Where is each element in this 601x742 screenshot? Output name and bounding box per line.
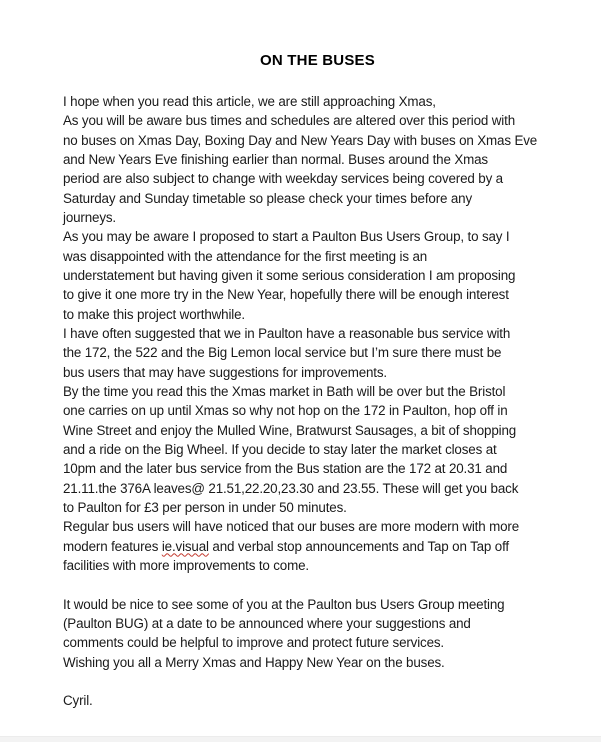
text-line: the 172, the 522 and the Big Lemon local service but I’m sure there must be xyxy=(63,345,502,361)
document-body xyxy=(63,92,572,711)
text-line: and New Years Eve finishing earlier than normal. Buses around the Xmas xyxy=(63,151,488,167)
text-line: to Paulton for £3 per person in under 50 minutes. xyxy=(63,499,347,515)
text-line: and a ride on the Big Wheel. If you decide to stay later the market closes at xyxy=(63,441,497,457)
text-line: Wine Street and enjoy the Mulled Wine, Bratwurst Sausages, a bit of shopping xyxy=(63,422,517,438)
text-line: As you will be aware bus times and schedules are altered over this period with xyxy=(63,113,516,129)
text-line: By the time you read this the Xmas market in Bath will be over but the Bristol xyxy=(63,383,506,399)
document-title: ON THE BUSES xyxy=(260,52,375,69)
text-line: journeys. xyxy=(63,209,116,225)
text-line: period are also subject to change with weekday services being covered by a xyxy=(63,171,503,187)
text-line: 21.11.the 376A leaves@ 21.51,22.20,23.30 and 23.55. These will get you back xyxy=(63,480,519,496)
text-line: As you may be aware I proposed to start a Paulton Bus Users Group, to say I xyxy=(63,229,510,245)
text-line: 10pm and the later bus service from the Bus station are the 172 at 20.31 and xyxy=(63,461,508,477)
text-line: Cyril. xyxy=(63,693,93,709)
spellcheck-flagged-word: ie.visual xyxy=(161,538,209,554)
text-line: Wishing you all a Merry Xmas and Happy New Year on the buses. xyxy=(63,654,445,670)
text-line: comments could be helpful to improve and protect future services. xyxy=(63,635,445,651)
text-line: understatement but having given it some serious consideration I am proposing xyxy=(63,267,516,283)
text-line: was disappointed with the attendance for the first meeting is an xyxy=(63,248,428,264)
text-line: Regular bus users will have noticed that our buses are more modern with more xyxy=(63,519,520,535)
text-segment: modern features xyxy=(63,538,162,554)
text-segment: and verbal stop announcements and Tap on Tap off xyxy=(208,538,509,554)
text-line: to make this project worthwhile. xyxy=(63,306,246,322)
text-line: to give it one more try in the New Year, hopefully there will be enough interest xyxy=(63,287,509,303)
text-line xyxy=(63,537,572,556)
bottom-edge-strip xyxy=(0,736,601,742)
text-line: bus users that may have suggestions for improvements. xyxy=(63,364,387,380)
text-line xyxy=(63,672,572,691)
text-line: It would be nice to see some of you at the Paulton bus Users Group meeting xyxy=(63,596,505,612)
text-line: Saturday and Sunday timetable so please check your times before any xyxy=(63,190,473,206)
text-line: one carries on up until Xmas so why not hop on the 172 in Paulton, hop off in xyxy=(63,403,508,419)
text-line: facilities with more improvements to come. xyxy=(63,557,309,573)
text-line: (Paulton BUG) at a date to be announced where your suggestions and xyxy=(63,615,471,631)
text-line xyxy=(63,575,572,594)
text-line: I hope when you read this article, we are still approaching Xmas, xyxy=(63,94,436,109)
text-line: I have often suggested that we in Paulton have a reasonable bus service with xyxy=(63,325,511,341)
text-line: no buses on Xmas Day, Boxing Day and New Years Day with buses on Xmas Eve xyxy=(63,132,538,148)
